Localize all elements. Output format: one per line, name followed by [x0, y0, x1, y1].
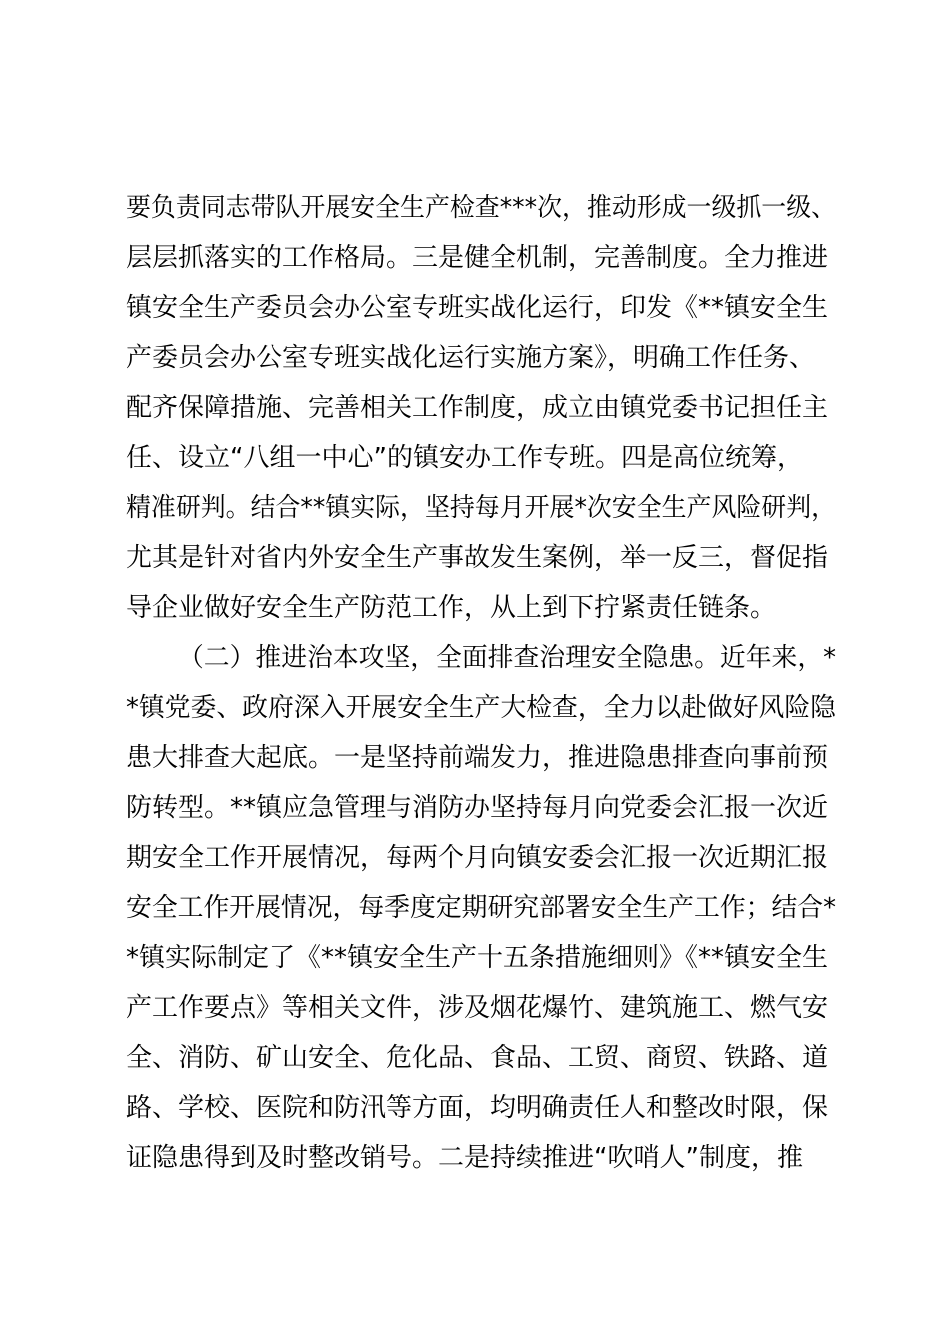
text-line: 产委员会办公室专班实战化运行实施方案》，明确工作任务、 — [126, 343, 816, 373]
text-line: *镇党委、政府深入开展安全生产大检查，全力以赴做好风险隐 — [126, 693, 837, 723]
text-line: 防转型。**镇应急管理与消防办坚持每月向党委会汇报一次近 — [126, 793, 829, 823]
text-line: 全、消防、矿山安全、危化品、食品、工贸、商贸、铁路、道 — [126, 1043, 829, 1073]
text-line: 导企业做好安全生产防范工作，从上到下拧紧责任链条。 — [126, 593, 777, 623]
text-line: 患大排查大起底。一是坚持前端发力，推进隐患排查向事前预 — [126, 743, 829, 773]
text-line: 尤其是针对省内外安全生产事故发生案例，举一反三，督促指 — [126, 543, 829, 573]
text-line: 要负责同志带队开展安全生产检查***次，推动形成一级抓一级、 — [126, 193, 837, 223]
section-heading-line: （二）推进治本攻坚，全面排查治理安全隐患。近年来，* — [178, 643, 837, 673]
text-line: 期安全工作开展情况，每两个月向镇安委会汇报一次近期汇报 — [126, 843, 829, 873]
text-line: *镇实际制定了《**镇安全生产十五条措施细则》《**镇安全生 — [126, 943, 829, 973]
text-line: 精准研判。结合**镇实际，坚持每月开展*次安全生产风险研判， — [126, 493, 837, 523]
text-line: 安全工作开展情况，每季度定期研究部署安全生产工作；结合* — [126, 893, 837, 923]
text-line: 任、设立“八组一中心”的镇安办工作专班。四是高位统筹， — [126, 443, 803, 473]
text-line: 产工作要点》等相关文件，涉及烟花爆竹、建筑施工、燃气安 — [126, 993, 829, 1023]
text-line: 镇安全生产委员会办公室专班实战化运行，印发《**镇安全生 — [126, 293, 829, 323]
text-line: 配齐保障措施、完善相关工作制度，成立由镇党委书记担任主 — [126, 393, 829, 423]
text-line: 证隐患得到及时整改销号。二是持续推进“吹哨人”制度，推 — [126, 1143, 803, 1173]
text-line: 路、学校、医院和防汛等方面，均明确责任人和整改时限，保 — [126, 1093, 829, 1123]
text-line: 层层抓落实的工作格局。三是健全机制，完善制度。全力推进 — [126, 243, 829, 273]
